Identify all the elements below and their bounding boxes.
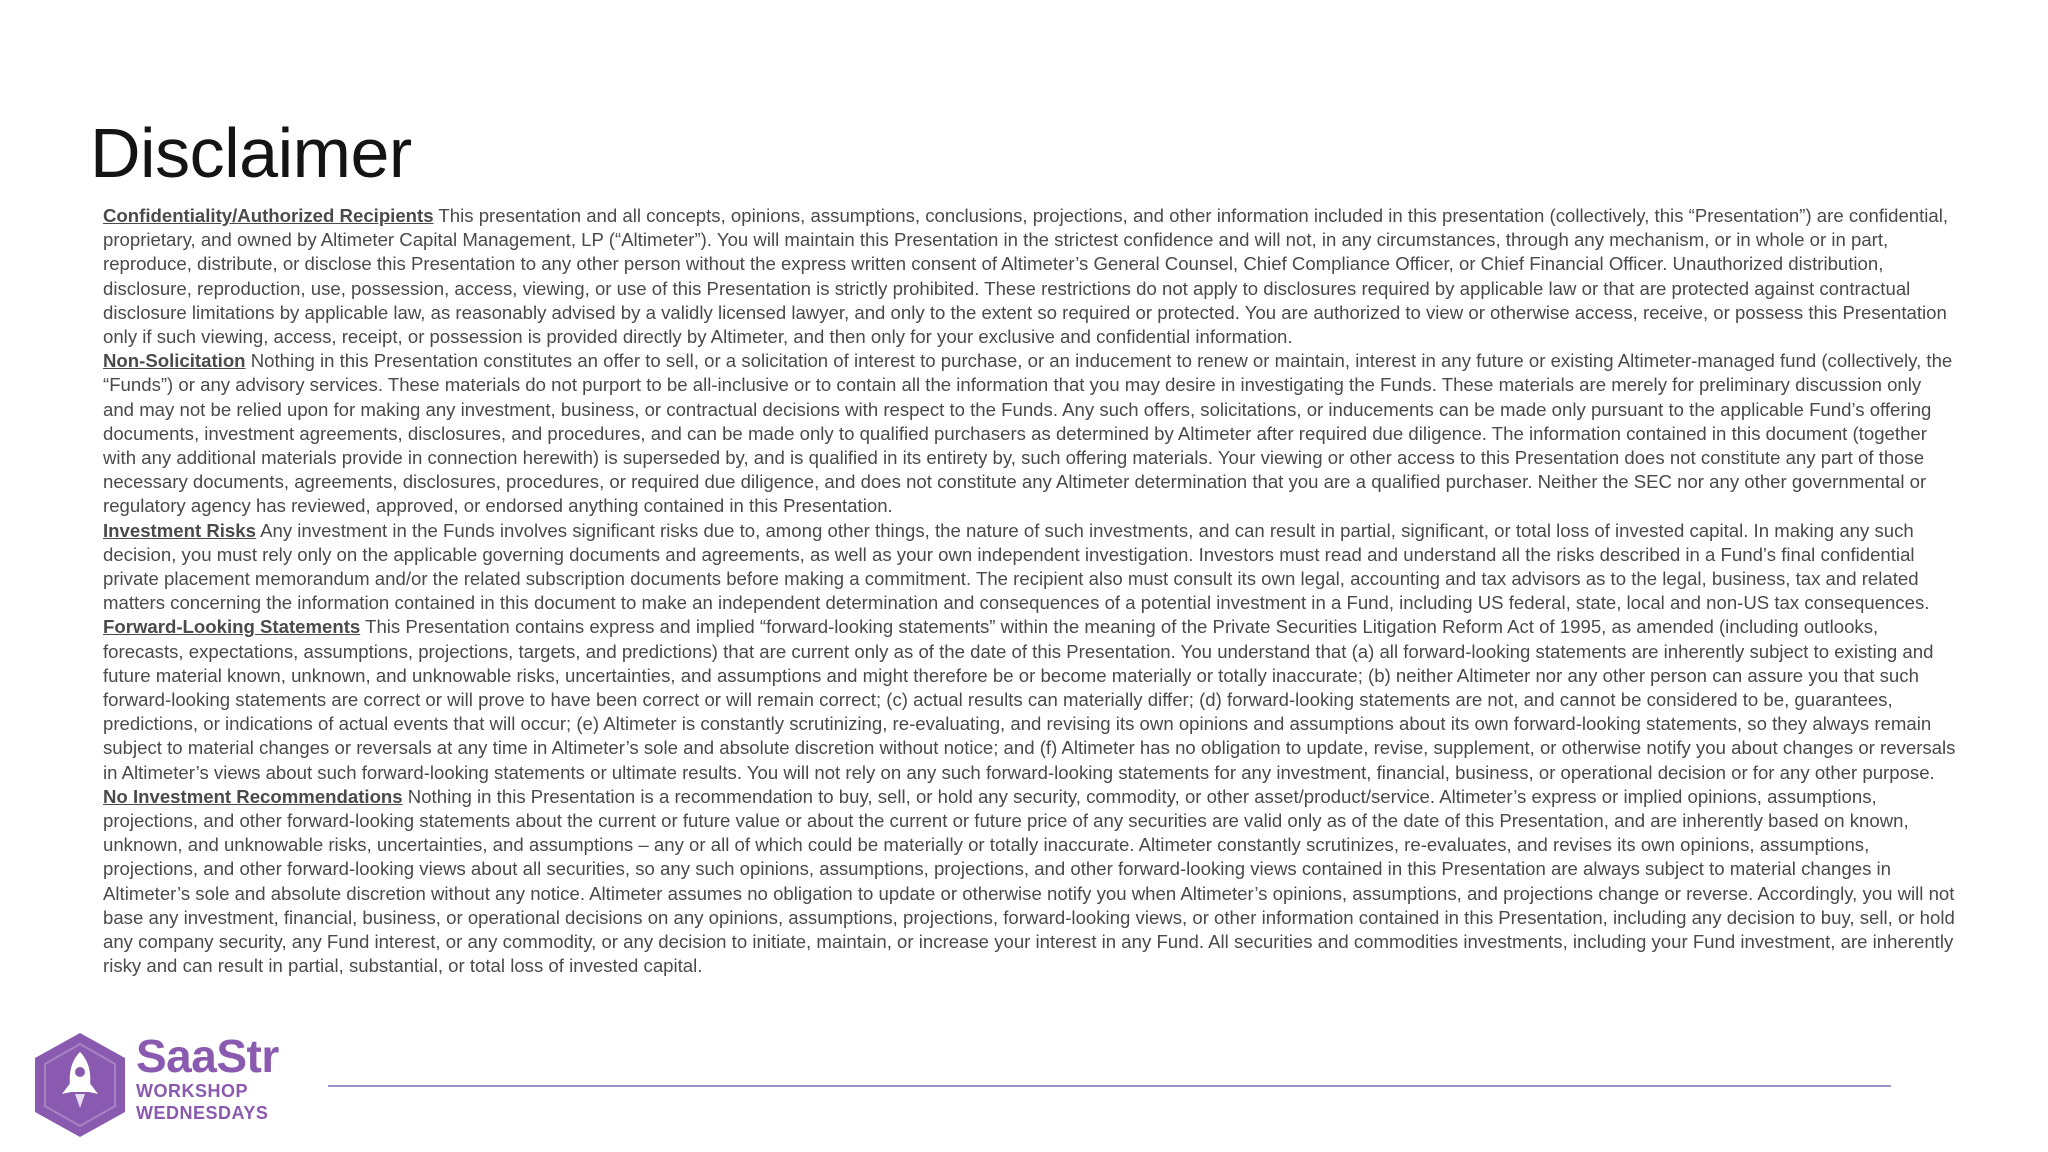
- section-text: Nothing in this Presentation is a recommendation to buy, sell, or hold any security, commodity, or other asset/product/service. Altimeter’s express or implied opinions, assumptions, projections, and other forward-looking statements about the current or future value or about the current or future price of any securities are valid only as of the date of this Presentation, and are inherently based on known, unknown, and unknowable risks, uncertainties, and assumptions – any or all of which could be materially or totally inaccurate. Altimeter constantly scrutinizes, re-evaluates, and revises its own opinions, assumptions, projections, and other forward-looking views about all securities, so any such opinions, assumptions, projections, and other forward-looking views contained in this Presentation are always subject to material changes in Altimeter’s sole and absolute discretion without any notice. Altimeter assumes no obligation to update or otherwise notify you when Altimeter’s opinions, assumptions, and projections change or reverse. Accordingly, you will not base any investment, financial, business, or operational decisions on any opinions, assumptions, projections, forward-looking views, or other information contained in this Presentation, including any decision to buy, sell, or hold any company security, any Fund interest, or any commodity, or any decision to initiate, maintain, or increase your interest in any Fund. All securities and commodities investments, including your Fund investment, are inherently risky and can result in partial, substantial, or total loss of invested capital.: [103, 785, 1955, 977]
- rocket-icon: [30, 1030, 130, 1140]
- section-heading: Non-Solicitation: [103, 350, 246, 372]
- disclaimer-body: [103, 204, 1956, 979]
- section-confidentiality: [103, 204, 1956, 349]
- section-heading: No Investment Recommendations: [103, 785, 403, 807]
- logo-name: SaaStr: [136, 1030, 279, 1082]
- section-text: Any investment in the Funds involves significant risks due to, among other things, the nature of such investments, and can result in partial, significant, or total loss of invested capital. In making any such decision, you must rely only on the applicable governing documents and agreements, as well as your own independent investigation. Investors must read and understand all the risks described in a Fund’s final confidential private placement memorandum and/or the related subscription documents before making a commitment. The recipient also must consult its own legal, accounting and tax advisors as to the legal, business, tax and related matters concerning the information contained in this document to make an independent determination and consequences of a potential investment in a Fund, including US federal, state, local and non-US tax consequences.: [103, 519, 1930, 614]
- page-title: Disclaimer: [90, 114, 412, 192]
- section-heading: Confidentiality/Authorized Recipients: [103, 205, 434, 226]
- section-non-solicitation: [103, 349, 1956, 518]
- section-text: Nothing in this Presentation constitutes an offer to sell, or a solicitation of interest to purchase, or an inducement to renew or maintain, interest in any future or existing Altimeter-managed fund (collectively, the “Funds”) or any advisory services. These materials do not purport to be all-inclusive or to contain all the information that you may desire in investigating the Funds. These materials are merely for preliminary discussion only and may not be relied upon for making any investment, business, or contractual decisions with respect to the Funds. Any such offers, solicitations, or inducements can be made only pursuant to the applicable Fund’s offering documents, investment agreements, disclosures, and procedures, and can be made only to qualified purchasers as determined by Altimeter after required due diligence. The information contained in this document (together with any additional materials provide in connection herewith) is superseded by, and is qualified in its entirety by, such offering materials. Your viewing or other access to this Presentation does not constitute any part of those necessary documents, agreements, disclosures, procedures, or required due diligence, and does not constitute any Altimeter determination that you are a qualified purchaser. Neither the SEC nor any other governmental or regulatory agency has reviewed, approved, or endorsed anything contained in this Presentation.: [103, 350, 1953, 517]
- section-forward-looking: [103, 615, 1956, 784]
- logo-line2: WEDNESDAYS: [136, 1103, 269, 1123]
- section-heading: Forward-Looking Statements: [103, 616, 361, 638]
- section-text: This presentation and all concepts, opinions, assumptions, conclusions, projections, and other information included in this presentation (collectively, this “Presentation”) are confidential, proprietary, and owned by Altimeter Capital Management, LP (“Altimeter”). You will maintain this Presentation in the strictest confidence and will not, in any circumstances, through any mechanism, or in whole or in part, reproduce, distribute, or disclose this Presentation to any other person without the express written consent of Altimeter’s General Counsel, Chief Compliance Officer, or Chief Financial Officer. Unauthorized distribution, disclosure, reproduction, use, possession, access, viewing, or use of this Presentation is strictly prohibited. These restrictions do not apply to disclosures required by applicable law or that are protected against contractual disclosure limitations by applicable law, as reasonably advised by a validly licensed lawyer, and only to the extent so required or protected. You are authorized to view or otherwise access, receive, or possess this Presentation only if such viewing, access, receipt, or possession is provided directly by Altimeter, and then only for your exclusive and confidential information.: [103, 205, 1949, 348]
- logo-line1: WORKSHOP: [136, 1081, 248, 1101]
- section-investment-risks: [103, 519, 1956, 616]
- section-no-recommendations: [103, 785, 1956, 979]
- footer-divider: [328, 1085, 1891, 1087]
- section-heading: Investment Risks: [103, 519, 256, 541]
- saastr-logo: [30, 1030, 290, 1142]
- section-text: This Presentation contains express and implied “forward-looking statements” within the meaning of the Private Securities Litigation Reform Act of 1995, as amended (including outlooks, forecasts, expectations, assumptions, projections, targets, and predictions) that are current only as of the date of this Presentation. You understand that (a) all forward-looking statements are inherently subject to existing and future material known, unknown, and unknowable risks, uncertainties, and assumptions and might therefore be or become materially or totally inaccurate; (b) neither Altimeter nor any other person can assure you that such forward-looking statements are correct or will prove to have been correct or will remain correct; (c) actual results can materially differ; (d) forward-looking statements are not, and cannot be considered to be, guarantees, predictions, or indications of actual events that will occur; (e) Altimeter is constantly scrutinizing, re-evaluating, and revising its own opinions and assumptions about its own forward-looking statements, so they always remain subject to material changes or reversals at any time in Altimeter’s sole and absolute discretion without notice; and (f) Altimeter has no obligation to update, revise, supplement, or otherwise notify you about changes or reversals in Altimeter’s views about such forward-looking statements or ultimate results. You will not rely on any such forward-looking statements for any investment, financial, business, or operational decision or for any other purpose.: [103, 616, 1956, 783]
